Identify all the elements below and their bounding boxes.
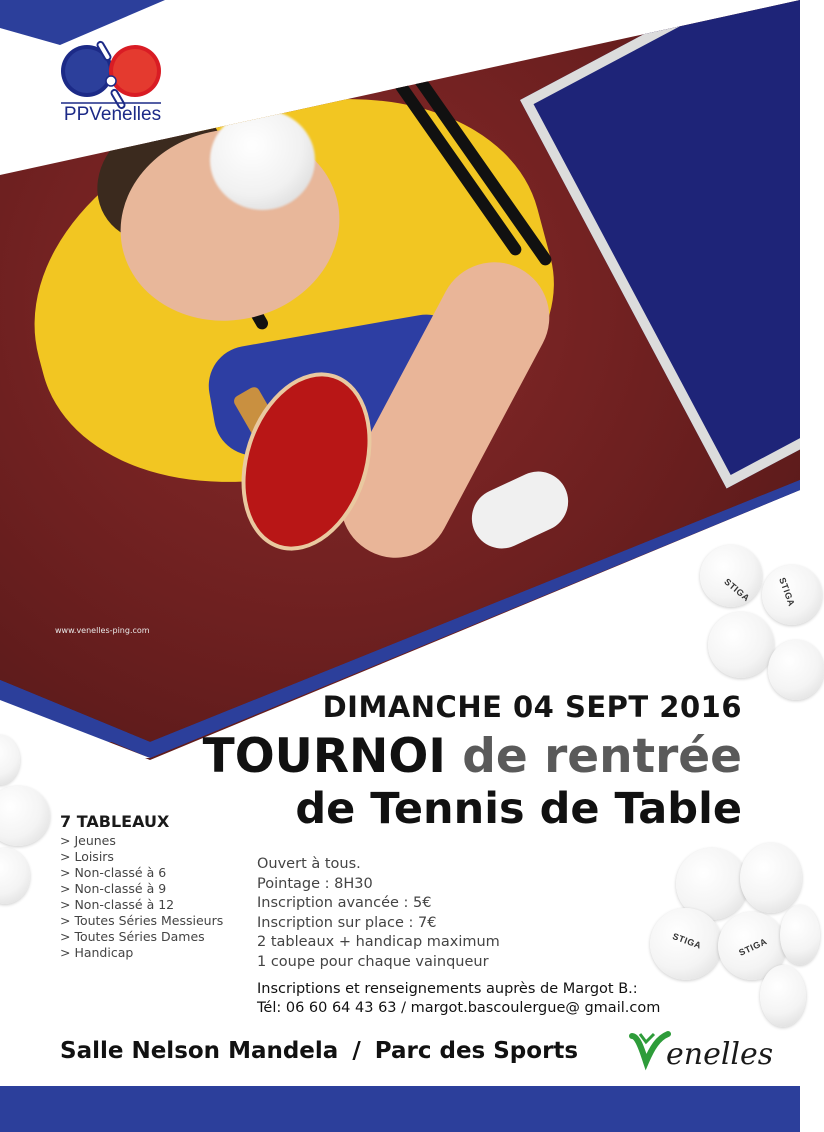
- ball-icon: [0, 848, 30, 904]
- venue-separator: /: [352, 1038, 361, 1064]
- list-item: > Handicap: [60, 945, 134, 960]
- ball-icon: [768, 640, 824, 700]
- ball-icon: [740, 843, 802, 913]
- ball-in-air: [210, 110, 315, 210]
- ball-icon: [650, 908, 722, 980]
- ball-icon: [760, 965, 806, 1027]
- info-line: Inscription sur place : 7€: [257, 914, 437, 931]
- event-title: [203, 731, 742, 783]
- contact-phone-email: Tél: 06 60 64 43 63 / margot.bascoulergue@ gmail.com: [257, 1000, 661, 1016]
- ball-icon: [780, 905, 820, 965]
- list-item: > Toutes Séries Dames: [60, 929, 205, 944]
- event-info: [257, 855, 500, 972]
- stiga-label: STIGA: [671, 931, 703, 951]
- list-item: > Jeunes: [60, 833, 116, 848]
- venelles-town-logo-icon: [628, 1030, 774, 1072]
- info-line: Ouvert à tous.: [257, 856, 361, 872]
- info-line: Inscription avancée : 5€: [257, 895, 432, 911]
- event-date: DIMANCHE 04 SEPT 2016: [322, 690, 742, 724]
- svg-text:enelles: enelles: [666, 1037, 774, 1072]
- ball-icon: [700, 545, 762, 607]
- footer-bar: [0, 1086, 800, 1132]
- tableaux-list: [60, 812, 223, 961]
- list-item: > Loisirs: [60, 849, 114, 864]
- list-item: > Non-classé à 12: [60, 897, 175, 912]
- info-line: Pointage : 8H30: [257, 875, 373, 892]
- venue-hall: Salle Nelson Mandela: [60, 1038, 339, 1064]
- tableaux-heading: 7 TABLEAUX: [60, 812, 170, 831]
- title-bold: TOURNOI: [202, 729, 446, 784]
- title-grey: de rentrée: [462, 729, 742, 784]
- contact-info: [257, 980, 660, 1018]
- stiga-label: STIGA: [722, 576, 752, 604]
- website-url: www.venelles-ping.com: [55, 626, 150, 635]
- contact-line: Inscriptions et renseignements auprès de Margot B.:: [257, 981, 638, 997]
- list-item: > Toutes Séries Messieurs: [60, 913, 224, 928]
- event-subtitle: de Tennis de Table: [295, 784, 742, 834]
- venue-park: Parc des Sports: [374, 1038, 579, 1064]
- ball-icon: [0, 786, 50, 846]
- ball-icon: [762, 565, 822, 625]
- stiga-label: STIGA: [737, 936, 769, 958]
- ball-icon: [708, 612, 774, 678]
- list-item: > Non-classé à 6: [60, 865, 167, 880]
- stiga-label: STIGA: [777, 576, 797, 608]
- info-line: 2 tableaux + handicap maximum: [257, 934, 500, 950]
- venue: [60, 1038, 578, 1064]
- lower-blue-band: [0, 480, 800, 770]
- logo-text: PPVenelles: [63, 104, 162, 125]
- list-item: > Non-classé à 9: [60, 881, 167, 896]
- info-line: 1 coupe pour chaque vainqueur: [257, 953, 489, 970]
